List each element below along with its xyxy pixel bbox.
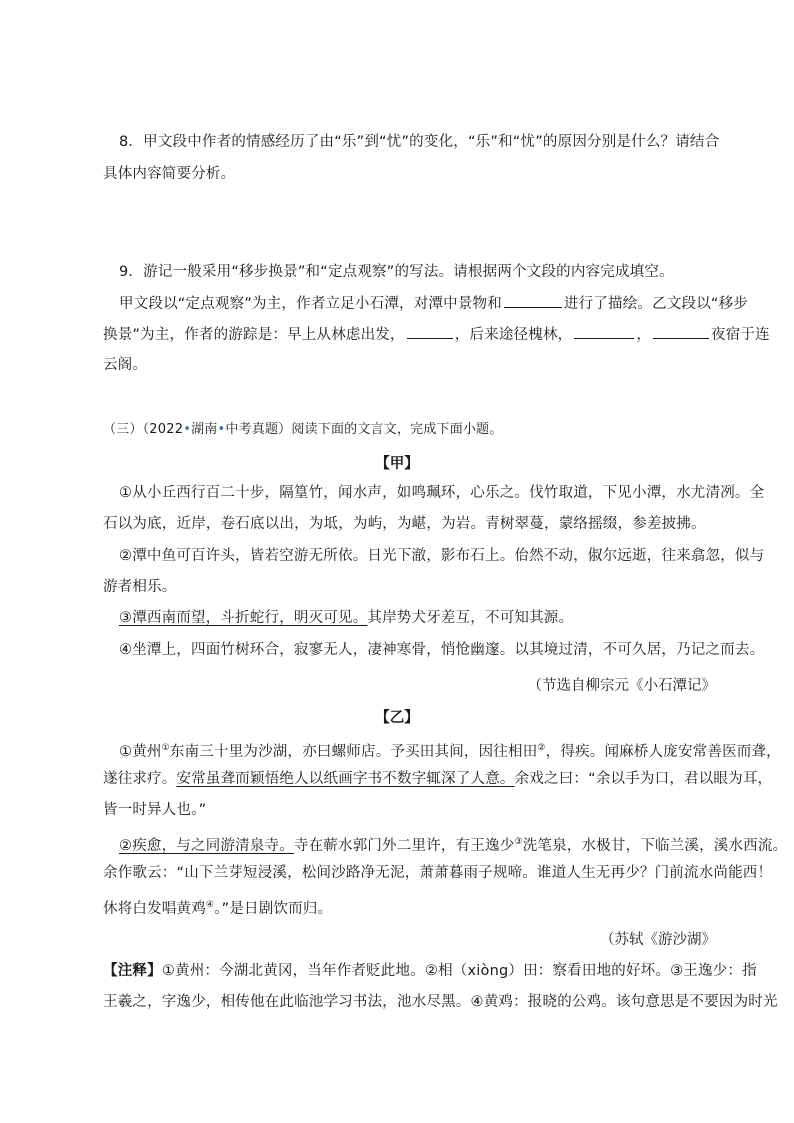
underlined-sentence: 安常虽聋而颖悟绝人以纸画字书不数字辄深了人意。	[176, 771, 515, 787]
q9-text: 夜宿于连	[711, 327, 770, 343]
answer-blank[interactable]	[504, 293, 562, 308]
yi-p1-line-3: 皆一时异人也。”	[103, 802, 207, 818]
notes-text: ①黄州：今湖北黄冈，当年作者贬此地。②相（xiòng）田：察看田地的好坏。③王逸少：指	[161, 963, 757, 979]
jia-p2-line-1: ②潭中鱼可百许头，皆若空游无所依。日光下澈，影布石上。佁然不动，俶尔远逝，往来翕忽，似与	[119, 548, 765, 564]
yi-text: 东南三十里为沙湖，亦曰螺师店。予买田其间，因往相田	[169, 743, 538, 760]
section-3-header	[103, 420, 503, 440]
question-8-line-1: 8．甲文段中作者的情感经历了由“乐”到“忧”的变化，“乐”和“忧”的原因分别是什么？请结合	[119, 134, 720, 150]
yi-text: 遂往求疗。	[103, 771, 177, 787]
question-9-line-3	[103, 324, 770, 345]
yi-p1-line-2	[103, 769, 772, 789]
footnote-marker: ①	[161, 743, 170, 753]
yi-p2-line-3	[103, 895, 332, 919]
jia-p3	[119, 608, 573, 628]
notes-line-1	[103, 961, 757, 981]
notes-line-2: 王羲之，字逸少，相传他在此临池学习书法，池水尽黑。④黄鸡：报晓的公鸡。该句意思是不要因为时光	[103, 994, 778, 1010]
section-3-suffix: 中考真题）阅读下面的文言文，完成下面小题。	[225, 422, 503, 437]
yi-text: 洗笔泉，水极甘，下临兰溪，溪水西流。	[522, 837, 788, 854]
jia-p3-rest: 其岸势犬牙差互，不可知其源。	[367, 610, 574, 626]
yi-text: 寺在蕲水郭门外二里许，有王逸少	[293, 837, 515, 854]
notes-label: 【注释】	[103, 963, 162, 979]
answer-blank[interactable]	[407, 324, 453, 339]
answer-blank[interactable]	[574, 324, 634, 339]
underlined-sentence: ③潭西南而望，斗折蛇行，明灭可见。	[119, 610, 368, 626]
q9-text: 进行了描绘。乙文段以“移步	[563, 296, 749, 312]
yi-text: 余戏之曰：“余以手为口，君以眼为耳，	[514, 771, 773, 787]
footnote-marker: ②	[537, 743, 546, 753]
jia-p1-line-1: ①从小丘西行百二十步，隔篁竹，闻水声，如鸣珮环，心乐之。伐竹取道，下见小潭，水尤清冽。全	[119, 485, 765, 501]
yi-text: 休将白发唱黄鸡	[103, 900, 206, 917]
separator-dot: •	[183, 422, 192, 437]
yi-p1-line-1	[119, 738, 781, 762]
jia-p2-line-2: 游者相乐。	[103, 579, 177, 595]
q9-text: 甲文段以“定点观察”为主，作者立足小石潭，对潭中景物和	[119, 296, 502, 312]
jia-p4: ④坐潭上，四面竹树环合，寂寥无人，凄神寒骨，悄怆幽邃。以其境过清，不可久居，乃记之而去。	[119, 642, 765, 658]
yi-text: ，得疾。闻麻桥人庞安常善医而聋，	[545, 743, 781, 760]
footnote-marker: ④	[205, 900, 215, 910]
underlined-sentence: ②疾愈，与之同游清泉寺。	[119, 837, 294, 854]
question-9-line-1: 9．游记一般采用“移步换景”和“定点观察”的写法。请根据两个文段的内容完成填空。	[119, 264, 674, 280]
section-3-region: 湖南	[191, 422, 218, 437]
footnote-marker: ③	[514, 837, 523, 847]
yi-p2-line-2: 余作歌云：“山下兰芽短浸溪，松间沙路净无泥，萧萧暮雨子规啼。谁道人生无再少？门前流水尚能西！	[103, 865, 773, 881]
yi-p2-line-1	[119, 832, 787, 856]
q9-text: ，后来途径槐林，	[454, 327, 573, 343]
yi-source: （苏轼《游沙湖》	[600, 932, 716, 948]
jia-source: （节选自柳宗元《小石潭记》	[527, 678, 716, 694]
yi-text: 。”是日剧饮而归。	[214, 900, 333, 917]
q9-text: 换景”为主，作者的游踪是：早上从林虑出发，	[103, 327, 405, 343]
question-8-line-2: 具体内容简要分析。	[103, 166, 236, 182]
answer-blank[interactable]	[653, 324, 709, 339]
jia-p1-line-2: 石以为底，近岸，卷石底以出，为坻，为屿，为嵁，为岩。青树翠蔓，蒙络摇缀，参差披拂。	[103, 516, 706, 532]
yi-heading: 【乙】	[375, 710, 419, 726]
question-9-line-2	[119, 293, 748, 314]
jia-heading: 【甲】	[375, 456, 419, 472]
section-3-prefix: （三）（2022	[103, 422, 184, 437]
yi-text: ①黄州	[119, 743, 162, 760]
question-9-line-4: 云阁。	[103, 357, 148, 373]
q9-text: ，	[636, 327, 652, 343]
separator-dot: •	[217, 422, 226, 437]
